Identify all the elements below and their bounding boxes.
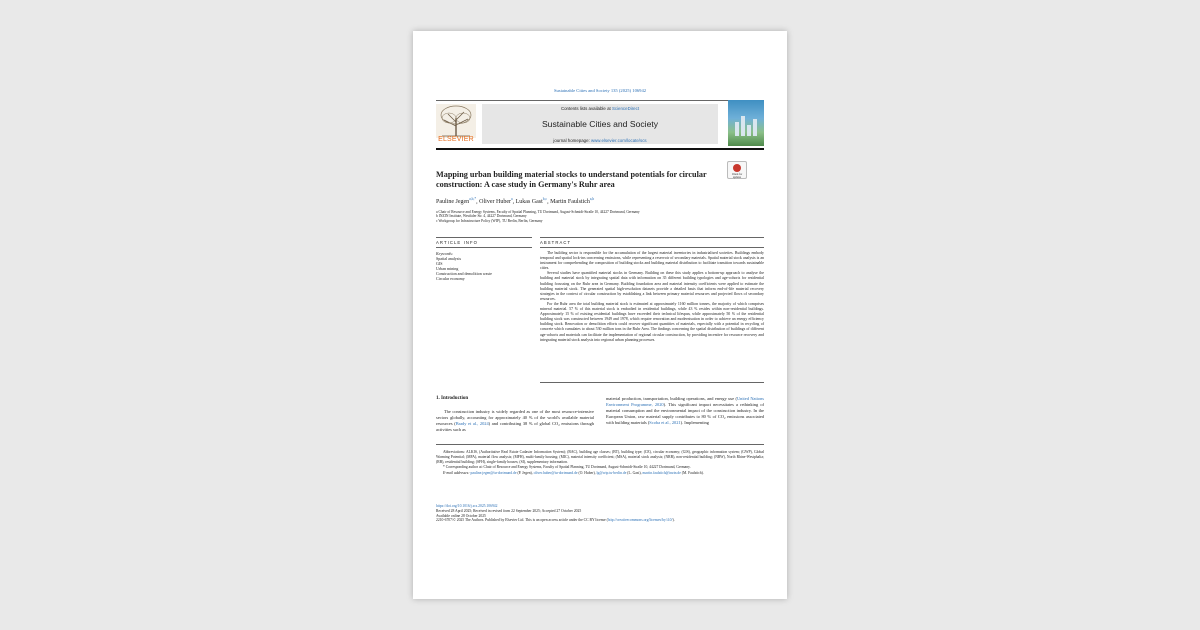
- journal-title-box: [482, 104, 718, 144]
- author-affiliation-mark[interactable]: a: [511, 197, 513, 201]
- abstract-heading: ABSTRACT: [540, 240, 572, 245]
- intro-text: material production, transportation, building operations, and energy use (: [606, 396, 737, 401]
- abstract-paragraph: For the Ruhr area the total building material stock is estimated at approximately 1160 million tonnes, the majority of which comprises mineral material. 57 % of this material stock is embodied in residential buildings, while 43 % resides within non-residential buildings. Approximately 15 % of existing residential buildings have exceeded their technical lifespan, while approximately 50 % of the residential building stock was constructed between 1949 and 1978, which require renovation and modernisation in order to achieve an energy efficiency building stock. Renovation or demolition efforts could recover significant quantities of materials, especially with a potential in recycling of concrete which cumulates to about 530 million tons in the Ruhr Area. The findings concerning the spatial distribution of buildings of different age-cohorts and materials can facilitate the implementation of regional circular construction, by providing incentive for resource recovery and integrating material stock analysis into regional urban planning processes.: [540, 301, 764, 342]
- journal-cover-image: [728, 100, 764, 146]
- author-name[interactable]: Martin Faulstich: [550, 199, 590, 205]
- keywords-label: Keywords:: [436, 251, 454, 256]
- email-footnote: [436, 471, 764, 476]
- author-affiliation-mark[interactable]: a,b,*: [469, 197, 477, 201]
- author-list: Pauline Jegen$^{a,b,*}$, Oliver Huber$^a$, Lukas Gast$^{b,c}$, Martin Faulstich$^{a,b}$: [436, 197, 595, 205]
- email-owner: (O. Huber),: [577, 471, 597, 476]
- cover-building: [735, 122, 739, 136]
- received-dates: Received 28 April 2025; Received in revised form 22 September 2025; Accepted 27 October 2025: [436, 508, 582, 513]
- email-owner: (L. Gast),: [626, 471, 643, 476]
- author-name[interactable]: Oliver Huber: [479, 199, 511, 205]
- intro-text: The construction industry is widely regarded as one of the most resource-intensive sectors globally, accounting for approximately 40 % of the world's available material resources (: [436, 409, 594, 427]
- doi-link[interactable]: https://doi.org/10.1016/j.scs.2025.106942: [436, 504, 498, 508]
- license-end: ).: [672, 518, 675, 523]
- contents-available-line: [482, 106, 718, 111]
- citation-link[interactable]: Scoba et al., 2021: [649, 420, 681, 426]
- keyword-item: Circular economy: [436, 276, 465, 281]
- intro-right-paragraph: [606, 396, 764, 426]
- corresponding-author-footnote: * Corresponding author at: Chair of Resource and Energy Systems, Faculty of Spatial Planning, TU Dortmund, August-Schmidt-Straße 10, 44227 Dortmund, Germany.: [443, 465, 691, 470]
- affiliation-item: a Chair of Resource and Energy Systems, Faculty of Spatial Planning, TU Dortmund, August-Schmidt-Straße 10, 44227 Dortmund, Germany: [436, 210, 640, 214]
- check-for-updates-badge[interactable]: [727, 161, 747, 179]
- intro-text: ). Implementing: [680, 420, 709, 426]
- abbreviations-footnote: Abbreviations: ALKIS, (Authoritative Real Estate Cadaster Information System); (BAC), building age classes; (BT), building type; (CE), circular economy; (GIS), geographic information system; (GWP), Global Warming Potential; (MFA), material flow analysis; (MFH), multi-family housing; (MIC), material intensity coefficient; (MSA), material stock analysis; (NRB), non-residential building; (NRW), North Rhine-Westphalia; (RB), residential building; (SFH), single-family houses; (SI), supplementary information.: [436, 450, 764, 464]
- author-name[interactable]: Lukas Gast: [515, 199, 543, 205]
- footnotes: [436, 450, 764, 477]
- homepage-prefix: journal homepage:: [553, 138, 591, 143]
- license-link[interactable]: http://creativecommons.org/licenses/by/4.0/: [607, 518, 673, 523]
- author-affiliation-mark[interactable]: b,c: [542, 197, 548, 201]
- affiliation-list: [436, 210, 736, 223]
- keywords-block: [436, 251, 532, 281]
- citation-link[interactable]: Brady et al., 2024: [455, 421, 489, 427]
- keyword-item: GIS: [436, 261, 443, 266]
- elsevier-wordmark: ELSEVIER: [438, 136, 474, 143]
- available-online-date: Available online 28 October 2025: [436, 513, 486, 518]
- keyword-item: Spatial analysis: [436, 256, 461, 261]
- introduction-heading: 1. Introduction: [436, 396, 469, 401]
- license-text: 2210-6707/© 2025 The Authors. Published by Elsevier Ltd. This is an open access article under the CC BY license (: [436, 518, 608, 523]
- tree-icon: [436, 104, 476, 138]
- journal-title: Sustainable Cities and Society: [541, 119, 659, 129]
- intro-text: ). This significant impact necessitates a rethinking of material consumption and the environmental impact of the construction industry. In the European Union, raw material supply contributes to 80 % of CO₂ emissions associated with building materials (: [606, 402, 764, 426]
- author-affiliation-mark[interactable]: a,b: [589, 197, 595, 201]
- intro-right-column: [606, 396, 764, 426]
- email-owner: (M. Faulstich).: [680, 471, 704, 476]
- citation-link[interactable]: United Nations Environment Programme, 2020: [606, 396, 764, 408]
- paper-page: [413, 31, 787, 599]
- email-owner: (P. Jegen),: [516, 471, 534, 476]
- intro-left-column: [436, 409, 594, 433]
- abstract-paragraph: The building sector is responsible for the accumulation of the largest material inventories in industrialised societies. Buildings embody temporal and spatial lock-ins concerning emissions, while representing a reservoir of secondary materials. Spatial material stock analysis is an instrument for comprehending the composition of building stocks and building material distribution to facilitate transition towards sustainable cities.: [540, 251, 764, 271]
- crossmark-label: Check for updates: [731, 173, 743, 179]
- journal-header: [436, 100, 764, 148]
- affiliation-item: c Workgroup for Infrastructure Policy (WIP), TU Berlin, Berlin, Germany: [436, 218, 543, 223]
- intro-text: ) and contributing 38 % of global CO₂ emissions through activities such as: [436, 421, 595, 433]
- email-link[interactable]: oliver.huber@tu-dortmund.de: [533, 471, 578, 476]
- keyword-item: Construction and demolition waste: [436, 271, 492, 276]
- article-info-rule: [436, 237, 532, 238]
- email-link[interactable]: pauline.jegen@tu-dortmund.de: [470, 471, 517, 476]
- cover-building: [753, 119, 757, 136]
- intro-left-paragraph: [436, 409, 594, 433]
- journal-reference[interactable]: Sustainable Cities and Society 135 (2025) 106942: [553, 88, 647, 93]
- abstract-rule: [540, 237, 764, 238]
- journal-homepage-line: [482, 138, 718, 143]
- header-bottom-rule: [436, 148, 764, 150]
- journal-homepage-link[interactable]: www.elsevier.com/locate/scs: [590, 138, 647, 143]
- abstract-end-rule: [540, 382, 764, 383]
- license-line: [436, 518, 764, 523]
- header-top-rule: [436, 100, 764, 101]
- publication-info: [436, 504, 764, 523]
- author-name[interactable]: Pauline Jegen: [436, 199, 470, 205]
- sciencedirect-link[interactable]: ScienceDirect: [611, 106, 640, 111]
- contents-prefix: Contents lists available at: [560, 106, 612, 111]
- footnote-rule: [436, 444, 764, 445]
- article-info-heading: ARTICLE INFO: [436, 240, 478, 245]
- keyword-item: Urban mining: [436, 266, 459, 271]
- email-link[interactable]: martin.faulstich@inzin.de: [642, 471, 681, 476]
- abstract-rule: [540, 247, 764, 248]
- article-info-rule: [436, 247, 532, 248]
- article-title: Mapping urban building material stocks to understand potentials for circular construction: A case study in Germany's Ruhr area: [436, 170, 707, 189]
- cover-building: [747, 125, 751, 136]
- affiliation-item: b INZIN Institute, Westfaler Str. 4, 44227 Dortmund, Germany: [436, 214, 527, 219]
- abstract-paragraph: Several studies have quantified material stocks in Germany. Building on these this study applies a bottom-up approach to analyse the building and material stock by integrating spatial data with information on 35 different building typologies and age-cohorts for residential building focussing on the Ruhr area in Germany. Building foundation area and material intensity coefficients were applied to estimate the building material stock. The generated spatial high-resolution datasets provide a detailed basis that inform end-of-life material recovery strategies in the context of circular construction by establishing a link between primary material resources and projected flows of secondary resources.: [540, 271, 764, 301]
- crossmark-icon: [733, 164, 741, 172]
- email-label: E-mail addresses:: [443, 471, 471, 476]
- abstract-text: [540, 251, 764, 343]
- email-link[interactable]: lg@wip.tu-berlin.de: [596, 471, 627, 476]
- cover-building: [741, 116, 745, 136]
